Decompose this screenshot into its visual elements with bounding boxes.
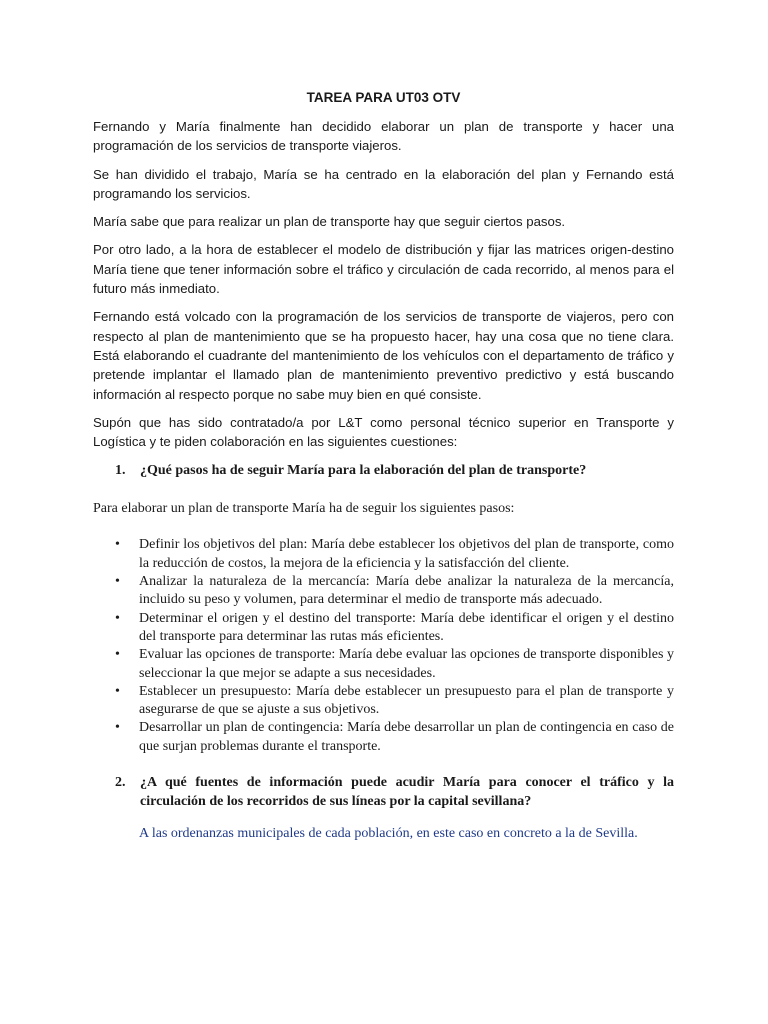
list-item-text: Determinar el origen y el destino del transporte: María debe identificar el origen y el destino del transporte para determinar las rutas más eficientes. <box>139 610 674 644</box>
list-item-text: Evaluar las opciones de transporte: María debe evaluar las opciones de transporte disponibles y seleccionar la que mejor se adapte a sus necesidades. <box>139 647 674 681</box>
bullet-icon: • <box>115 610 120 626</box>
question-text: ¿A qué fuentes de información puede acudir María para conocer el tráfico y la circulación de los recorridos de sus líneas por la capital sevillana? <box>140 775 674 809</box>
paragraph: Fernando está volcado con la programación de los servicios de transporte de viajeros, pero con respecto al plan de mantenimiento que se ha propuesto hacer, hay una cosa que no tiene clara. Está elaborando el cuadrante del mantenimiento de los vehículos con el departamento de tráfico y pretende implantar el llamado plan de mantenimiento preventivo predictivo y está buscando información al respecto porque no sabe muy bien en qué consiste. <box>93 309 674 402</box>
paragraph: María sabe que para realizar un plan de transporte hay que seguir ciertos pasos. <box>93 214 566 230</box>
list-item-text: Establecer un presupuesto: María debe establecer un presupuesto para el plan de transporte y asegurarse de que se ajuste a sus objetivos. <box>139 683 674 718</box>
paragraph: Se han dividido el trabajo, María se ha centrado en la elaboración del plan y Fernando está programando los servicios. <box>93 166 674 201</box>
steps-intro: Para elaborar un plan de transporte María ha de seguir los siguientes pasos: <box>93 500 515 516</box>
paragraph: Supón que has sido contratado/a por L&T como personal técnico superior en Transporte y Logística y te piden colaboración en las siguientes cuestiones: <box>93 414 674 450</box>
list-item <box>93 610 674 647</box>
list-item-text: Analizar la naturaleza de la mercancía: María debe analizar la naturaleza de la mercancía, incluido su peso y volumen, para determinar el medio de transporte más adecuado. <box>139 574 674 608</box>
bullet-icon: • <box>115 683 120 699</box>
question-2 <box>93 774 674 811</box>
list-item <box>93 719 674 756</box>
paragraph: Por otro lado, a la hora de establecer el modelo de distribución y fijar las matrices origen-destino María tiene que tener información sobre el tráfico y circulación de cada recorrido, al menos para el futuro más inmediato. <box>93 242 674 297</box>
bullet-icon: • <box>115 537 120 553</box>
question-text: ¿Qué pasos ha de seguir María para la elaboración del plan de transporte? <box>140 463 587 479</box>
bullet-icon: • <box>115 647 120 663</box>
list-item <box>93 573 674 610</box>
question-1 <box>93 462 674 481</box>
list-item-text: Definir los objetivos del plan: María debe establecer los objetivos del plan de transporte, como la reducción de costos, la mejora de la eficiencia y la satisfacción del cliente. <box>139 537 674 571</box>
question-number: 1. <box>115 463 126 479</box>
steps-list <box>93 536 674 756</box>
list-item <box>93 683 674 720</box>
list-item-text: Desarrollar un plan de contingencia: María debe desarrollar un plan de contingencia en caso de que surjan problemas durante el transporte. <box>139 720 674 754</box>
answer-text: A las ordenanzas municipales de cada población, en este caso en concreto a la de Sevilla. <box>139 826 638 842</box>
document-title: TAREA PARA UT03 OTV <box>306 90 461 105</box>
question-number: 2. <box>115 775 126 791</box>
list-item <box>93 646 674 683</box>
bullet-icon: • <box>115 574 120 590</box>
document-page <box>93 88 674 844</box>
list-item <box>93 536 674 573</box>
bullet-icon: • <box>115 720 120 736</box>
paragraph: Fernando y María finalmente han decidido elaborar un plan de transporte y hacer una programación de los servicios de transporte viajeros. <box>93 119 674 154</box>
